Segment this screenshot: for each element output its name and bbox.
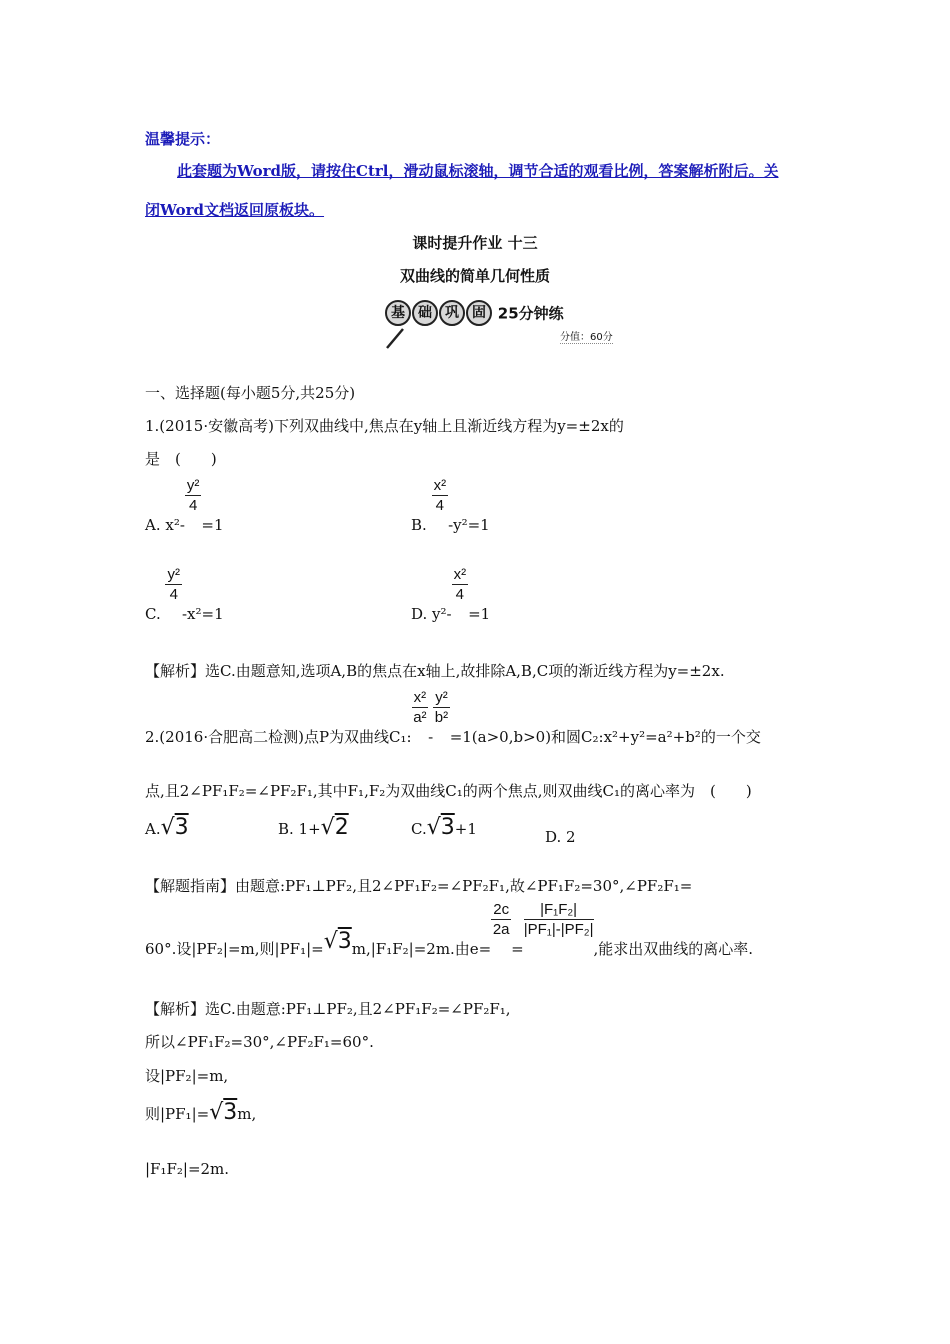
notice-heading: 温馨提示：: [145, 130, 221, 148]
page-subtitle: 双曲线的简单几何性质: [399, 267, 550, 285]
q2-solution-line-2: 所以∠PF₁F₂=30°,∠PF₂F₁=60°.: [145, 1033, 374, 1051]
score-label: 分值：60分: [560, 328, 613, 344]
q2-solution-line-1: 【解析】选C.由题意:PF₁⊥PF₂,且2∠PF₁F₂=∠PF₂F₁,: [145, 1000, 511, 1018]
q1-stem-line-1: 1.(2015·安徽高考)下列双曲线中,焦点在y轴上且渐近线方程为y=±2x的: [145, 417, 624, 435]
q1-analysis: 【解析】选C.由题意知,选项A,B的焦点在x轴上,故排除A,B,C项的渐近线方程为y=±2x.: [145, 662, 725, 680]
banner-char-4: 固: [466, 300, 492, 326]
banner-char-3: 巩: [439, 300, 465, 326]
notice-line-1[interactable]: 此套题为Word版，请按住Ctrl，滑动鼠标滚轴，调节合适的观看比例，答案解析附后。关: [177, 162, 779, 180]
banner-text: 25分钟练: [497, 304, 564, 323]
q1-option-d[interactable]: D. y²- $\frac{\text{x²}}{4}$ =1: [411, 566, 491, 623]
section-heading: 一、选择题(每小题5分,共25分): [145, 384, 356, 402]
q1-option-b[interactable]: B. $\frac{\text{x²}}{4}$ -y²=1: [411, 477, 490, 534]
q2-option-c[interactable]: C.√3+1: [411, 815, 477, 840]
q2-guide-line-2: 60°.设|PF₂|=m,则|PF₁|=√3m,|F₁F₂|=2m.由e= $\frac{2c}{2a}$ = $\frac{\text{|F₁F₂|}}{\text{|PF₁|-|PF₂|}}$ ,能求出双曲线的离心率.: [145, 901, 754, 958]
q2-solution-line-5: |F₁F₂|=2m.: [145, 1160, 230, 1178]
q1-option-c[interactable]: C. $\frac{\text{y²}}{4}$ -x²=1: [145, 566, 224, 623]
q2-option-b[interactable]: B. 1+√2: [278, 815, 349, 840]
q2-solution-line-3: 设|PF₂|=m,: [145, 1067, 229, 1085]
q2-stem-line-1: 2.(2016·合肥高二检测)点P为双曲线C₁: $\frac{\text{x²}}{\text{a²}}$ - $\frac{\text{y²}}{\text{b²}}$ =1(a>0,b>0)和圆C₂:x²+y²=a²+b²的一个交: [145, 689, 761, 746]
pen-icon: [385, 326, 405, 350]
q2-stem-line-2: 点,且2∠PF₁F₂=∠PF₂F₁,其中F₁,F₂为双曲线C₁的两个焦点,则双曲线C₁的离心率为 ( ): [145, 782, 752, 800]
q1-option-a[interactable]: A. x²- $\frac{\text{y²}}{4}$ =1: [145, 477, 224, 534]
sqrt-symbol: √3: [160, 815, 189, 840]
page-title: 课时提升作业 十三: [412, 234, 538, 252]
q2-option-d[interactable]: D. 2: [545, 828, 576, 846]
q2-solution-line-4: 则|PF₁|=√3m,: [145, 1100, 257, 1125]
sqrt-symbol: √2: [320, 815, 349, 840]
sqrt-symbol: √3: [426, 815, 455, 840]
q2-guide-line-1: 【解题指南】由题意:PF₁⊥PF₂,且2∠PF₁F₂=∠PF₂F₁,故∠PF₁F₂=30°,∠PF₂F₁=: [145, 877, 693, 895]
q2-option-a[interactable]: A.√3: [145, 815, 189, 840]
banner-char-1: 基: [385, 300, 411, 326]
banner-char-2: 础: [412, 300, 438, 326]
notice-line-2[interactable]: 闭Word文档返回原板块。: [145, 201, 325, 219]
practice-banner: [385, 300, 575, 326]
q1-stem-line-2: 是 ( ): [145, 450, 217, 468]
